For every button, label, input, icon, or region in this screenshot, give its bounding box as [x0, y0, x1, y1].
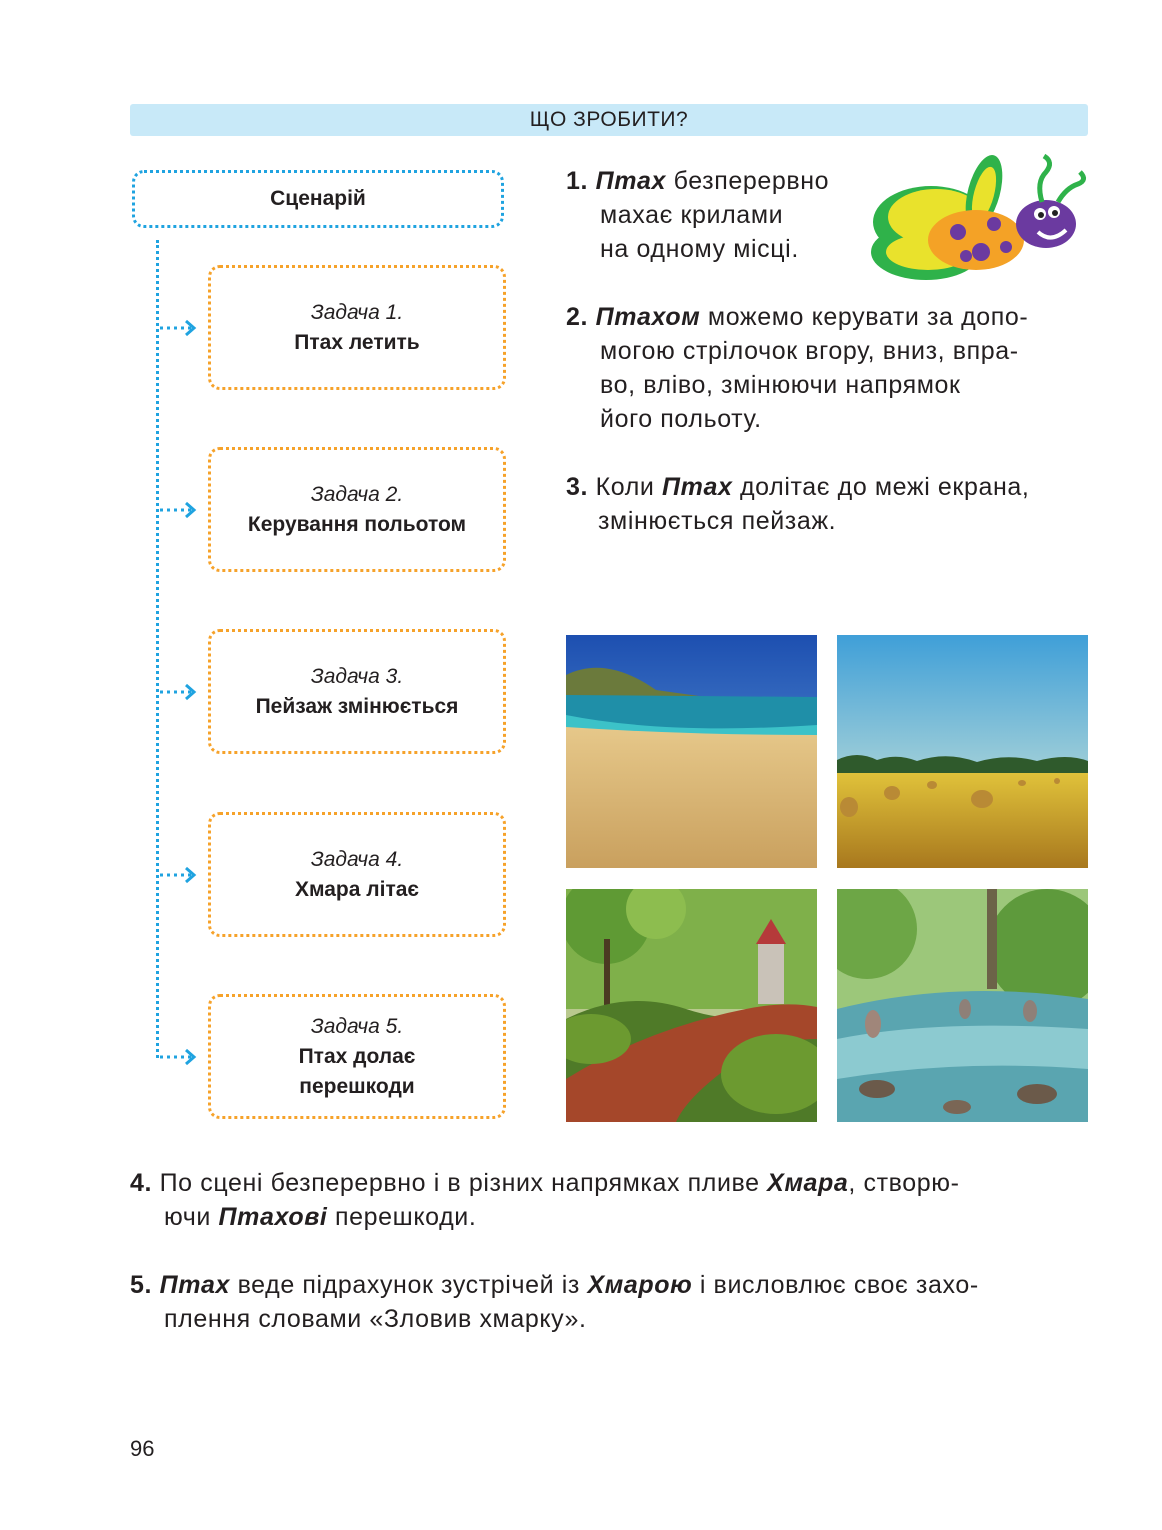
- arrow-right-icon: [158, 318, 198, 338]
- keyword: Птах: [595, 167, 667, 195]
- task-number: Задача 4.: [310, 847, 404, 871]
- task-number: Задача 3.: [310, 664, 404, 688]
- keyword: Птах: [159, 1271, 231, 1299]
- task-name-line2: перешкоди: [299, 1074, 415, 1098]
- item-text: змінюється пейзаж.: [598, 507, 837, 535]
- item-number: 1.: [566, 167, 589, 195]
- item-text: і висловлює своє захо-: [692, 1271, 979, 1299]
- item-number: 4.: [130, 1169, 153, 1197]
- keyword: Хмара: [767, 1169, 849, 1197]
- field-landscape-image: [837, 635, 1088, 868]
- task-box-2: [208, 447, 506, 572]
- arrow-right-icon: [158, 500, 198, 520]
- item-text: перешкоди.: [327, 1203, 477, 1231]
- item-text: во, вліво, змінюючи напрямок: [600, 371, 961, 399]
- keyword: Птахові: [218, 1203, 328, 1231]
- task-name: Птах долає: [298, 1044, 416, 1068]
- keyword: Птах: [662, 473, 733, 501]
- item-text: ючи: [164, 1203, 219, 1231]
- item-text: плення словами «Зловив хмарку».: [164, 1305, 587, 1333]
- item-text: веде підрахунок зустрічей із: [230, 1271, 588, 1299]
- item-text: Коли: [595, 473, 663, 501]
- item-number: 5.: [130, 1271, 153, 1299]
- scenario-box: [132, 170, 504, 228]
- arrow-right-icon: [158, 682, 198, 702]
- task-box-5: [208, 994, 506, 1119]
- list-item-5: [130, 1268, 979, 1336]
- keyword: Хмарою: [587, 1271, 693, 1299]
- river-landscape-image: [837, 889, 1088, 1122]
- task-name: Пейзаж змінюється: [255, 694, 459, 718]
- task-box-3: [208, 629, 506, 754]
- item-number: 3.: [566, 473, 589, 501]
- item-text: По сцені безперервно і в різних напрямках пливе: [159, 1169, 768, 1197]
- beach-landscape-image: [566, 635, 817, 868]
- item-number: 2.: [566, 303, 589, 331]
- arrow-right-icon: [158, 865, 198, 885]
- task-name: Птах летить: [294, 330, 420, 354]
- task-name: Керування польотом: [247, 512, 467, 536]
- list-item-2: [566, 300, 1028, 436]
- item-text: його польоту.: [600, 405, 762, 433]
- section-header: ЩО ЗРОБИТИ?: [130, 104, 1088, 136]
- item-text: можемо керувати за допо-: [700, 303, 1029, 331]
- item-text: махає крилами: [600, 201, 784, 229]
- item-text: безперервно: [666, 167, 830, 195]
- item-text: на одному місці.: [600, 235, 799, 263]
- scenario-label: Сценарій: [270, 187, 366, 210]
- task-number: Задача 1.: [310, 300, 404, 324]
- task-number: Задача 5.: [310, 1014, 404, 1038]
- task-box-1: [208, 265, 506, 390]
- item-text: могою стрілочок вгору, вниз, впра-: [600, 337, 1019, 365]
- arrow-right-icon: [158, 1047, 198, 1067]
- list-item-1: [566, 164, 829, 266]
- task-box-4: [208, 812, 506, 937]
- item-text: , створю-: [848, 1169, 960, 1197]
- butterfly-illustration: [866, 152, 1088, 287]
- task-number: Задача 2.: [310, 482, 404, 506]
- item-text: долітає до межі екрана,: [732, 473, 1030, 501]
- scenario-connector-line: [156, 240, 159, 1058]
- keyword: Птахом: [595, 303, 701, 331]
- task-name: Хмара літає: [294, 877, 420, 901]
- forest-path-image: [566, 889, 817, 1122]
- list-item-3: [566, 470, 1029, 538]
- page-number: 96: [130, 1436, 155, 1461]
- list-item-4: [130, 1166, 960, 1234]
